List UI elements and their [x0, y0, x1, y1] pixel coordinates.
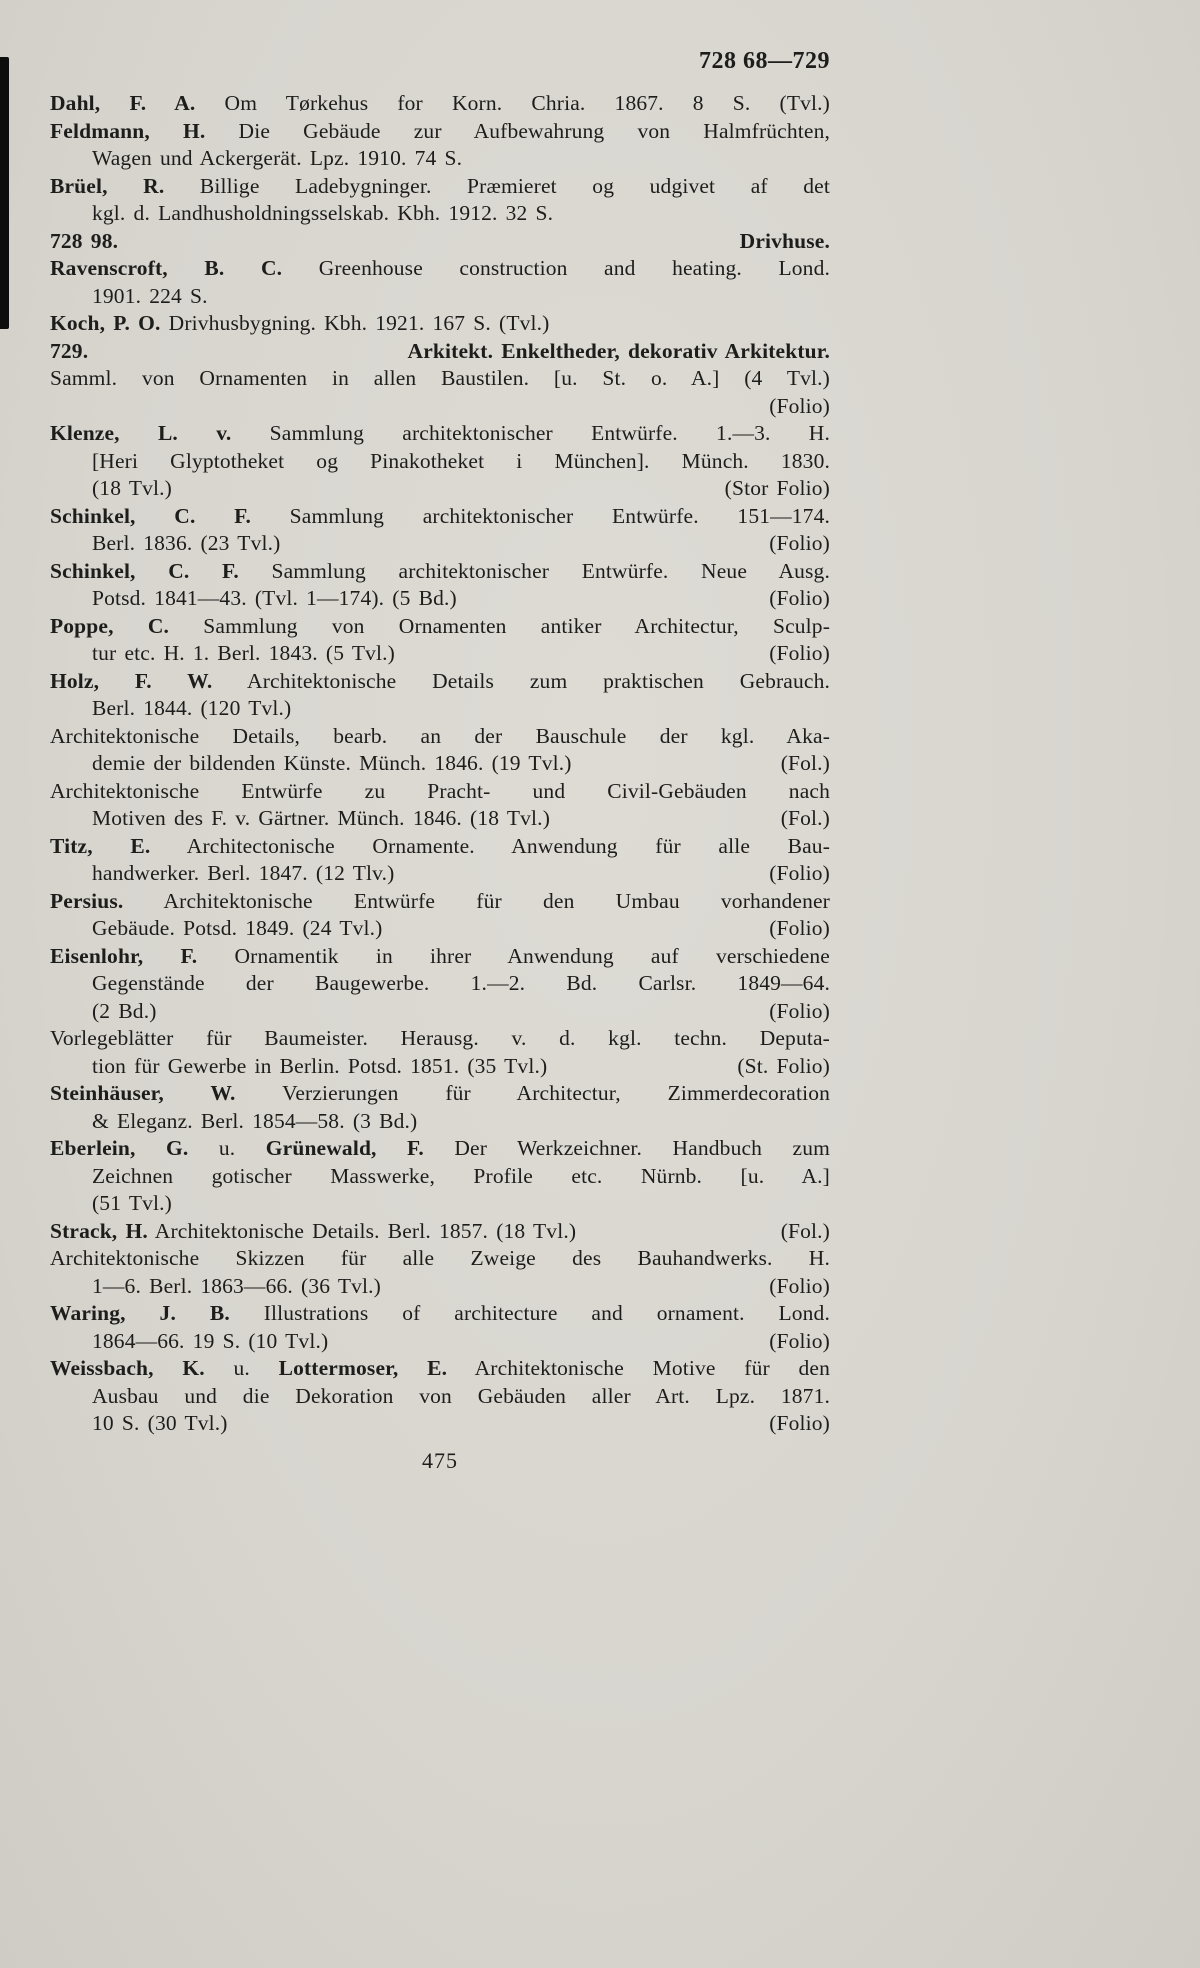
entry-line	[50, 1273, 830, 1301]
author-name: Eberlein, G.	[50, 1136, 189, 1160]
entry-line	[50, 723, 830, 751]
entry-text	[50, 1301, 830, 1325]
bibliography-entry	[50, 668, 830, 723]
entry-line	[50, 200, 830, 228]
scan-edge-artifact	[0, 57, 9, 329]
entry-text-segment: Drivhusbygning. Kbh. 1921. 167 S. (Tvl.)	[160, 311, 550, 335]
format-note: (Folio)	[769, 531, 830, 555]
entry-text-segment: Architektonische Skizzen für alle Zweige des Bauhandwerks. H.	[50, 1246, 830, 1270]
entry-text	[50, 311, 549, 335]
entry-text-segment: Samml. von Ornamenten in allen Baustilen. [u. St. o. A.] (4 Tvl.)	[50, 366, 830, 390]
entry-line	[50, 750, 830, 778]
entry-text-segment: Ausbau und die Dekoration von Gebäuden aller Art. Lpz. 1871.	[92, 1383, 830, 1408]
entry-line	[50, 558, 830, 586]
format-note: (Folio)	[769, 641, 830, 665]
entry-text	[92, 1328, 328, 1356]
entry-text-segment: Berl. 1836. (23 Tvl.)	[92, 531, 281, 555]
entry-text-segment: (18 Tvl.)	[92, 476, 172, 500]
entry-line	[50, 283, 830, 311]
entry-text-segment: Gegenstände der Baugewerbe. 1.—2. Bd. Carlsr. 1849—64.	[92, 971, 830, 995]
format-note: (Fol.)	[780, 806, 830, 830]
author-name: Persius.	[50, 888, 124, 913]
entry-line	[50, 998, 830, 1026]
entry-text-segment: 10 S. (30 Tvl.)	[92, 1411, 228, 1435]
format-note: (Fol.)	[780, 751, 830, 775]
entry-text-segment: 1901. 224 S.	[92, 283, 208, 308]
entry-text-segment: Architektonische Details zum praktischen Gebrauch.	[212, 668, 830, 693]
entry-text-segment: Zeichnen gotischer Masswerke, Profile etc. Nürnb. [u. A.]	[92, 1163, 830, 1188]
entry-line	[50, 90, 830, 118]
entry-text	[92, 1410, 228, 1438]
bibliography-entry	[50, 778, 830, 833]
author-name: Koch, P. O.	[50, 311, 161, 335]
entry-text	[92, 530, 280, 558]
page-number: 475	[422, 1448, 458, 1473]
entry-text	[92, 1384, 830, 1408]
author-name: Titz, E.	[50, 833, 151, 858]
entry-line	[50, 255, 830, 283]
entry-line	[50, 1245, 830, 1273]
entry-text	[92, 284, 208, 308]
entry-line	[50, 1218, 830, 1246]
entry-text	[92, 201, 553, 225]
entry-text-segment: Architektonische Details. Berl. 1857. (18 Tvl.)	[147, 1218, 577, 1243]
entry-text	[92, 449, 830, 473]
author-name: Eisenlohr, F.	[50, 943, 198, 968]
entry-line	[50, 145, 830, 173]
entry-text	[92, 1164, 830, 1188]
bibliography-entry	[50, 558, 830, 613]
entry-text	[50, 421, 830, 445]
entry-text	[50, 228, 118, 256]
entry-line	[50, 1108, 830, 1136]
entry-text-segment: Sammlung architektonischer Entwürfe. 1.—3. H.	[231, 421, 830, 445]
format-note: (Fol.)	[780, 1218, 830, 1243]
bibliography-entry	[50, 1135, 830, 1218]
entry-text-segment: Architectonische Ornamente. Anwendung für alle Bau-	[150, 833, 831, 858]
entry-text	[92, 585, 457, 613]
author-name: Feldmann, H.	[50, 118, 206, 143]
entry-line	[50, 805, 830, 833]
entry-text	[92, 640, 395, 668]
entry-line	[50, 1355, 830, 1383]
entry-text	[92, 971, 830, 995]
author-name: Lottermoser, E.	[278, 1356, 448, 1380]
entry-text	[50, 1218, 576, 1246]
entry-text-segment: Verzierungen für Architectur, Zimmerdecoration	[235, 1081, 831, 1105]
entry-text	[92, 805, 550, 833]
entry-text	[92, 696, 291, 720]
entry-text	[50, 338, 88, 366]
format-note: (Folio)	[769, 861, 830, 885]
bibliography-entry	[50, 173, 830, 228]
author-name: Schinkel, C. F.	[50, 558, 239, 583]
entry-text	[50, 504, 830, 528]
entry-line	[50, 668, 830, 696]
author-name: Grünewald, F.	[265, 1136, 424, 1160]
bibliography-entry	[50, 420, 830, 503]
author-name: Strack, H.	[50, 1218, 148, 1243]
entry-text-segment: Der Werkzeichner. Handbuch zum	[423, 1136, 830, 1160]
author-name: Poppe, C.	[50, 613, 170, 638]
entry-line	[50, 860, 830, 888]
entry-line	[50, 613, 830, 641]
entry-line	[50, 1190, 830, 1218]
entry-text	[92, 998, 157, 1026]
entry-text-segment: Architektonische Entwürfe für den Umbau vorhandener	[123, 888, 830, 913]
entry-text	[50, 1081, 830, 1105]
entry-text-segment: (2 Bd.)	[92, 998, 157, 1023]
entry-text	[50, 1356, 830, 1380]
bibliography-entry	[50, 118, 830, 173]
entry-text	[50, 174, 830, 198]
bibliography-entry	[50, 1080, 830, 1135]
entry-text-segment: Architektonische Entwürfe zu Pracht- und Civil-Gebäuden nach	[50, 778, 830, 803]
entry-text-segment: u.	[204, 1356, 279, 1380]
entry-text	[50, 834, 830, 858]
entry-text-segment: Architektonische Details, bearb. an der Bauschule der kgl. Aka-	[50, 723, 830, 748]
entry-text	[92, 475, 172, 503]
entry-text-segment: Motiven des F. v. Gärtner. Münch. 1846. (18 Tvl.)	[92, 806, 551, 830]
bibliography-entry	[50, 833, 830, 888]
entry-line	[50, 943, 830, 971]
entry-line	[50, 1135, 830, 1163]
bibliography-entry	[50, 310, 830, 338]
page-header-columns: 728 68—729	[699, 48, 830, 74]
entry-line	[50, 1080, 830, 1108]
entry-line	[50, 475, 830, 503]
bibliography-entry	[50, 503, 830, 558]
entry-text	[50, 119, 830, 143]
entry-line	[50, 778, 830, 806]
format-note: (Folio)	[769, 586, 830, 610]
bibliography-entry	[50, 723, 830, 778]
entry-text	[92, 915, 382, 943]
entry-line	[50, 530, 830, 558]
author-name: Steinhäuser, W.	[50, 1081, 236, 1105]
entry-text	[92, 146, 462, 170]
author-name: Klenze, L. v.	[50, 421, 232, 445]
entry-text-segment: Wagen und Ackergerät. Lpz. 1910. 74 S.	[92, 146, 463, 170]
entry-line	[50, 420, 830, 448]
bibliography-entry	[50, 1218, 830, 1246]
entry-line	[50, 1163, 830, 1191]
format-note: (Folio)	[769, 998, 830, 1023]
author-name: 728 98.	[50, 228, 119, 253]
entry-line	[50, 173, 830, 201]
author-name: Weissbach, K.	[50, 1356, 205, 1380]
entry-line	[50, 695, 830, 723]
entry-line	[50, 1025, 830, 1053]
entry-text-segment: Sammlung architektonischer Entwürfe. Neue Ausg.	[238, 558, 830, 583]
format-note: (Folio)	[769, 1328, 830, 1353]
format-note: (Folio)	[769, 916, 830, 940]
entry-line	[50, 503, 830, 531]
entry-text-segment: Ornamentik in ihrer Anwendung auf verschiedene	[197, 943, 831, 968]
entry-text-segment: demie der bildenden Künste. Münch. 1846. (19 Tvl.)	[92, 751, 572, 775]
entry-text-segment: tur etc. H. 1. Berl. 1843. (5 Tvl.)	[92, 641, 395, 665]
author-name: Holz, F. W.	[50, 668, 213, 693]
bibliography-entry	[50, 228, 830, 256]
bibliography-entries	[50, 90, 830, 1438]
bibliography-entry	[50, 1025, 830, 1080]
bibliography-entry	[50, 1245, 830, 1300]
entry-line	[50, 118, 830, 146]
entry-text-segment: (51 Tvl.)	[92, 1191, 172, 1215]
bibliography-entry	[50, 888, 830, 943]
bibliography-entry	[50, 613, 830, 668]
entry-text	[50, 1026, 830, 1050]
entry-text	[50, 91, 830, 115]
author-name: 729.	[50, 338, 89, 363]
bibliography-entry	[50, 338, 830, 366]
author-name: Ravenscroft, B. C.	[50, 256, 283, 280]
bibliography-entry	[50, 365, 830, 420]
entry-text	[50, 944, 830, 968]
bibliography-entry	[50, 1355, 830, 1438]
entry-text-segment: [Heri Glyptotheket og Pinakotheket i München]. Münch. 1830.	[92, 448, 830, 473]
entry-text	[92, 1109, 417, 1133]
entry-text	[50, 256, 830, 280]
entry-text-segment: Architektonische Motive für den	[447, 1356, 830, 1380]
entry-text-segment: kgl. d. Landhusholdningsselskab. Kbh. 1912. 32 S.	[92, 201, 554, 225]
author-name: Dahl, F. A.	[50, 91, 196, 115]
entry-line	[50, 585, 830, 613]
format-note: (Folio)	[769, 1411, 830, 1435]
entry-line	[50, 970, 830, 998]
entry-line	[50, 915, 830, 943]
author-name: Waring, J. B.	[50, 1301, 230, 1325]
entry-text	[92, 1273, 381, 1301]
entry-line	[50, 640, 830, 668]
entry-text-segment: 1864—66. 19 S. (10 Tvl.)	[92, 1328, 329, 1353]
entry-line	[50, 338, 830, 366]
bibliography-entry	[50, 90, 830, 118]
entry-text	[50, 559, 830, 583]
entry-text	[50, 366, 830, 390]
entry-line	[50, 393, 830, 421]
entry-text-segment: handwerker. Berl. 1847. (12 Tlv.)	[92, 861, 395, 885]
entry-line	[50, 1328, 830, 1356]
entry-text-segment: Sammlung architektonischer Entwürfe. 151—174.	[251, 503, 830, 528]
entry-line	[50, 228, 830, 256]
bibliography-entry	[50, 1300, 830, 1355]
entry-text-segment: Vorlegeblätter für Baumeister. Herausg. v. d. kgl. techn. Deputa-	[50, 1026, 830, 1050]
entry-text-segment: & Eleganz. Berl. 1854—58. (3 Bd.)	[92, 1108, 418, 1133]
author-name: Brüel, R.	[50, 173, 165, 198]
section-title: Drivhuse.	[739, 228, 830, 253]
entry-text	[50, 614, 830, 638]
entry-text-segment: u.	[188, 1136, 266, 1160]
entry-line	[50, 1053, 830, 1081]
entry-text-segment: Greenhouse construction and heating. Lond.	[282, 256, 831, 280]
entry-text-segment: Gebäude. Potsd. 1849. (24 Tvl.)	[92, 916, 383, 940]
entry-line	[50, 448, 830, 476]
entry-text	[50, 1246, 830, 1270]
entry-text-segment: Berl. 1844. (120 Tvl.)	[92, 696, 292, 720]
entry-text	[92, 750, 572, 778]
entry-line	[50, 888, 830, 916]
bibliography-entry	[50, 943, 830, 1026]
entry-text	[50, 669, 830, 693]
bibliography-entry	[50, 255, 830, 310]
entry-line	[50, 365, 830, 393]
entry-line	[50, 310, 830, 338]
format-note: (St. Folio)	[737, 1053, 830, 1078]
entry-text	[50, 724, 830, 748]
entry-text-segment: Die Gebäude zur Aufbewahrung von Halmfrüchten,	[205, 118, 830, 143]
entry-line	[50, 833, 830, 861]
section-title: Arkitekt. Enkeltheder, dekorativ Arkitektur.	[407, 338, 830, 363]
entry-text-segment: Sammlung von Ornamenten antiker Architectur, Sculp-	[169, 613, 831, 638]
entry-text	[50, 889, 830, 913]
author-name: Schinkel, C. F.	[50, 503, 251, 528]
entry-text	[92, 1053, 547, 1081]
format-note: (Folio)	[769, 1273, 830, 1298]
page-content	[50, 46, 830, 1438]
entry-line	[50, 1383, 830, 1411]
entry-text	[50, 1136, 830, 1160]
entry-text	[92, 1191, 172, 1215]
entry-text-segment: Om Tørkehus for Korn. Chria. 1867. 8 S. (Tvl.)	[195, 91, 830, 115]
entry-text-segment: Illustrations of architecture and ornament. Lond.	[229, 1301, 830, 1325]
entry-line	[50, 1300, 830, 1328]
entry-text-segment: Billige Ladebygninger. Præmieret og udgivet af det	[164, 173, 830, 198]
entry-text-segment: 1—6. Berl. 1863—66. (36 Tvl.)	[92, 1273, 381, 1298]
format-note: (Stor Folio)	[724, 476, 830, 500]
entry-text	[92, 860, 394, 888]
entry-text-segment: tion für Gewerbe in Berlin. Potsd. 1851. (35 Tvl.)	[92, 1053, 548, 1078]
entry-text	[50, 779, 830, 803]
entry-text-segment: Potsd. 1841—43. (Tvl. 1—174). (5 Bd.)	[92, 586, 457, 610]
format-note: (Folio)	[769, 393, 830, 418]
entry-line	[50, 1410, 830, 1438]
